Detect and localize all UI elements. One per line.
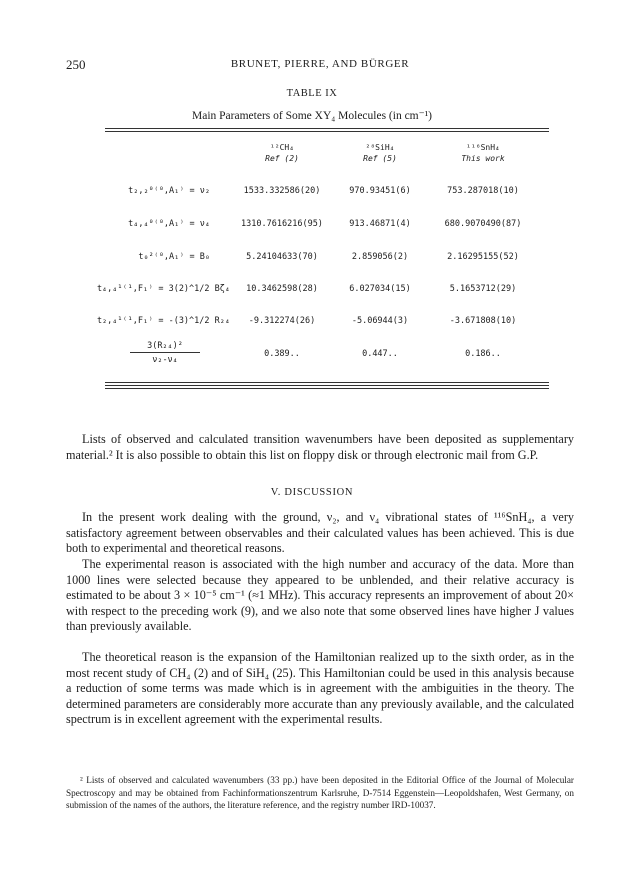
footnote: ² Lists of observed and calculated wavenumbers (33 pp.) have been deposited in the Editorial Office of the Journal of Molecular Spectroscopy and may be obtained from Fachinformationszentrum Karlsruhe, D-7514 Eggenstein—Leopoldshafen, West Germany, on submission of the names of the authors, the literature reference, and the registry number IRD-10037. (66, 775, 574, 811)
table-bottom-rule-3 (105, 388, 549, 389)
cell-value: 0.447.. (362, 349, 398, 359)
paragraph-discussion-1: In the present work dealing with the ground, ν₂, and ν₄ vibrational states of ¹¹⁶SnH₄, a very satisfactory agreement between observables and their calculated values has been achieved. This is due both to experimental and theoretical reasons. (66, 510, 574, 556)
column-header-snh4 (428, 142, 538, 164)
table-row (0, 341, 624, 373)
row-parameter: t₀²⁽⁰,A₁⁾ = B₀ (138, 252, 210, 262)
running-head: BRUNET, PIERRE, AND BÜRGER (230, 58, 410, 70)
cell-value: 5.24104633(70) (246, 252, 318, 262)
row-parameter: t₂,₂⁰⁽⁰,A₁⁾ = ν₂ (128, 186, 210, 196)
column-ref: Ref (5) (363, 154, 397, 163)
column-ref: This work (461, 154, 505, 163)
cell-value: 0.389.. (264, 349, 300, 359)
cell-value: 2.16295155(52) (447, 252, 519, 262)
fraction-denominator: ν₂-ν₄ (152, 355, 178, 365)
paragraph-discussion-3: The theoretical reason is the expansion of the Hamiltonian realized up to the sixth order, as in the most recent study of CH₄ (2) and of SiH₄ (25). This Hamiltonian could be used in this analysis because a reduction of some terms was made which is in agreement with the ambiguities in the theory. The determined parameters are considerably more accurate than any previously available, and the calculated spectrum is in excellent agreement with the experimental results. (66, 650, 574, 727)
row-parameter: t₄,₄¹⁽¹,F₁⁾ = 3(2)^1/2 Bζ₄ (96, 284, 230, 294)
section-title: V. DISCUSSION (270, 487, 354, 498)
table-bottom-rule (105, 382, 549, 383)
table-caption: Main Parameters of Some XY₄ Molecules (in cm⁻¹) (192, 110, 432, 122)
cell-value: -5.06944(3) (351, 316, 409, 326)
column-molecule: ¹¹⁶SnH₄ (466, 143, 500, 152)
row-parameter: t₄,₄⁰⁽⁰,A₁⁾ = ν₄ (128, 219, 210, 229)
paragraph-supplementary: Lists of observed and calculated transition wavenumbers have been deposited as supplementary material.² It is also possible to obtain this list on floppy disk or through electronic mail from G.P. (66, 432, 574, 462)
cell-value: 753.287018(10) (447, 186, 519, 196)
column-header-sih4 (325, 142, 435, 164)
cell-value: 10.3462598(28) (246, 284, 318, 294)
cell-value: 1310.7616216(95) (241, 219, 323, 229)
cell-value: 2.859056(2) (351, 252, 409, 262)
page-number: 250 (66, 57, 86, 72)
page-header (66, 57, 574, 75)
row-parameter: t₂,₄¹⁽¹,F₁⁾ = -(3)^1/2 R₂₄ (96, 316, 230, 326)
column-header-ch4 (227, 142, 337, 164)
cell-value: 913.46871(4) (349, 219, 411, 229)
table-top-rule (105, 128, 549, 129)
column-molecule: ²⁸SiH₄ (365, 143, 395, 152)
cell-value: 6.027034(15) (349, 284, 411, 294)
cell-value: 1533.332586(20) (243, 186, 321, 196)
cell-value: -9.312274(26) (248, 316, 316, 326)
column-molecule: ¹²CH₄ (269, 143, 295, 152)
table-bottom-rule-2 (105, 385, 549, 386)
table-label: TABLE IX (286, 88, 338, 99)
cell-value: 680.9070490(87) (444, 219, 522, 229)
row-parameter-fraction (130, 341, 200, 365)
table-top-rule-2 (105, 131, 549, 132)
cell-value: 0.186.. (465, 349, 501, 359)
paragraph-discussion-2: The experimental reason is associated with the high number and accuracy of the data. More than 1000 lines were selected because they appeared to be unblended, and their relative accuracy is estimated to be about 3 × 10⁻⁵ cm⁻¹ (≈1 MHz). This accuracy represents an improvement of about 20× with respect to the preceding work (9), and we also note that some observed lines have higher J values than previously available. (66, 557, 574, 634)
fraction-numerator: 3(R₂₄)² (130, 341, 200, 353)
cell-value: 5.1653712(29) (449, 284, 517, 294)
column-ref: Ref (2) (265, 154, 299, 163)
cell-value: -3.671808(10) (449, 316, 517, 326)
cell-value: 970.93451(6) (349, 186, 411, 196)
